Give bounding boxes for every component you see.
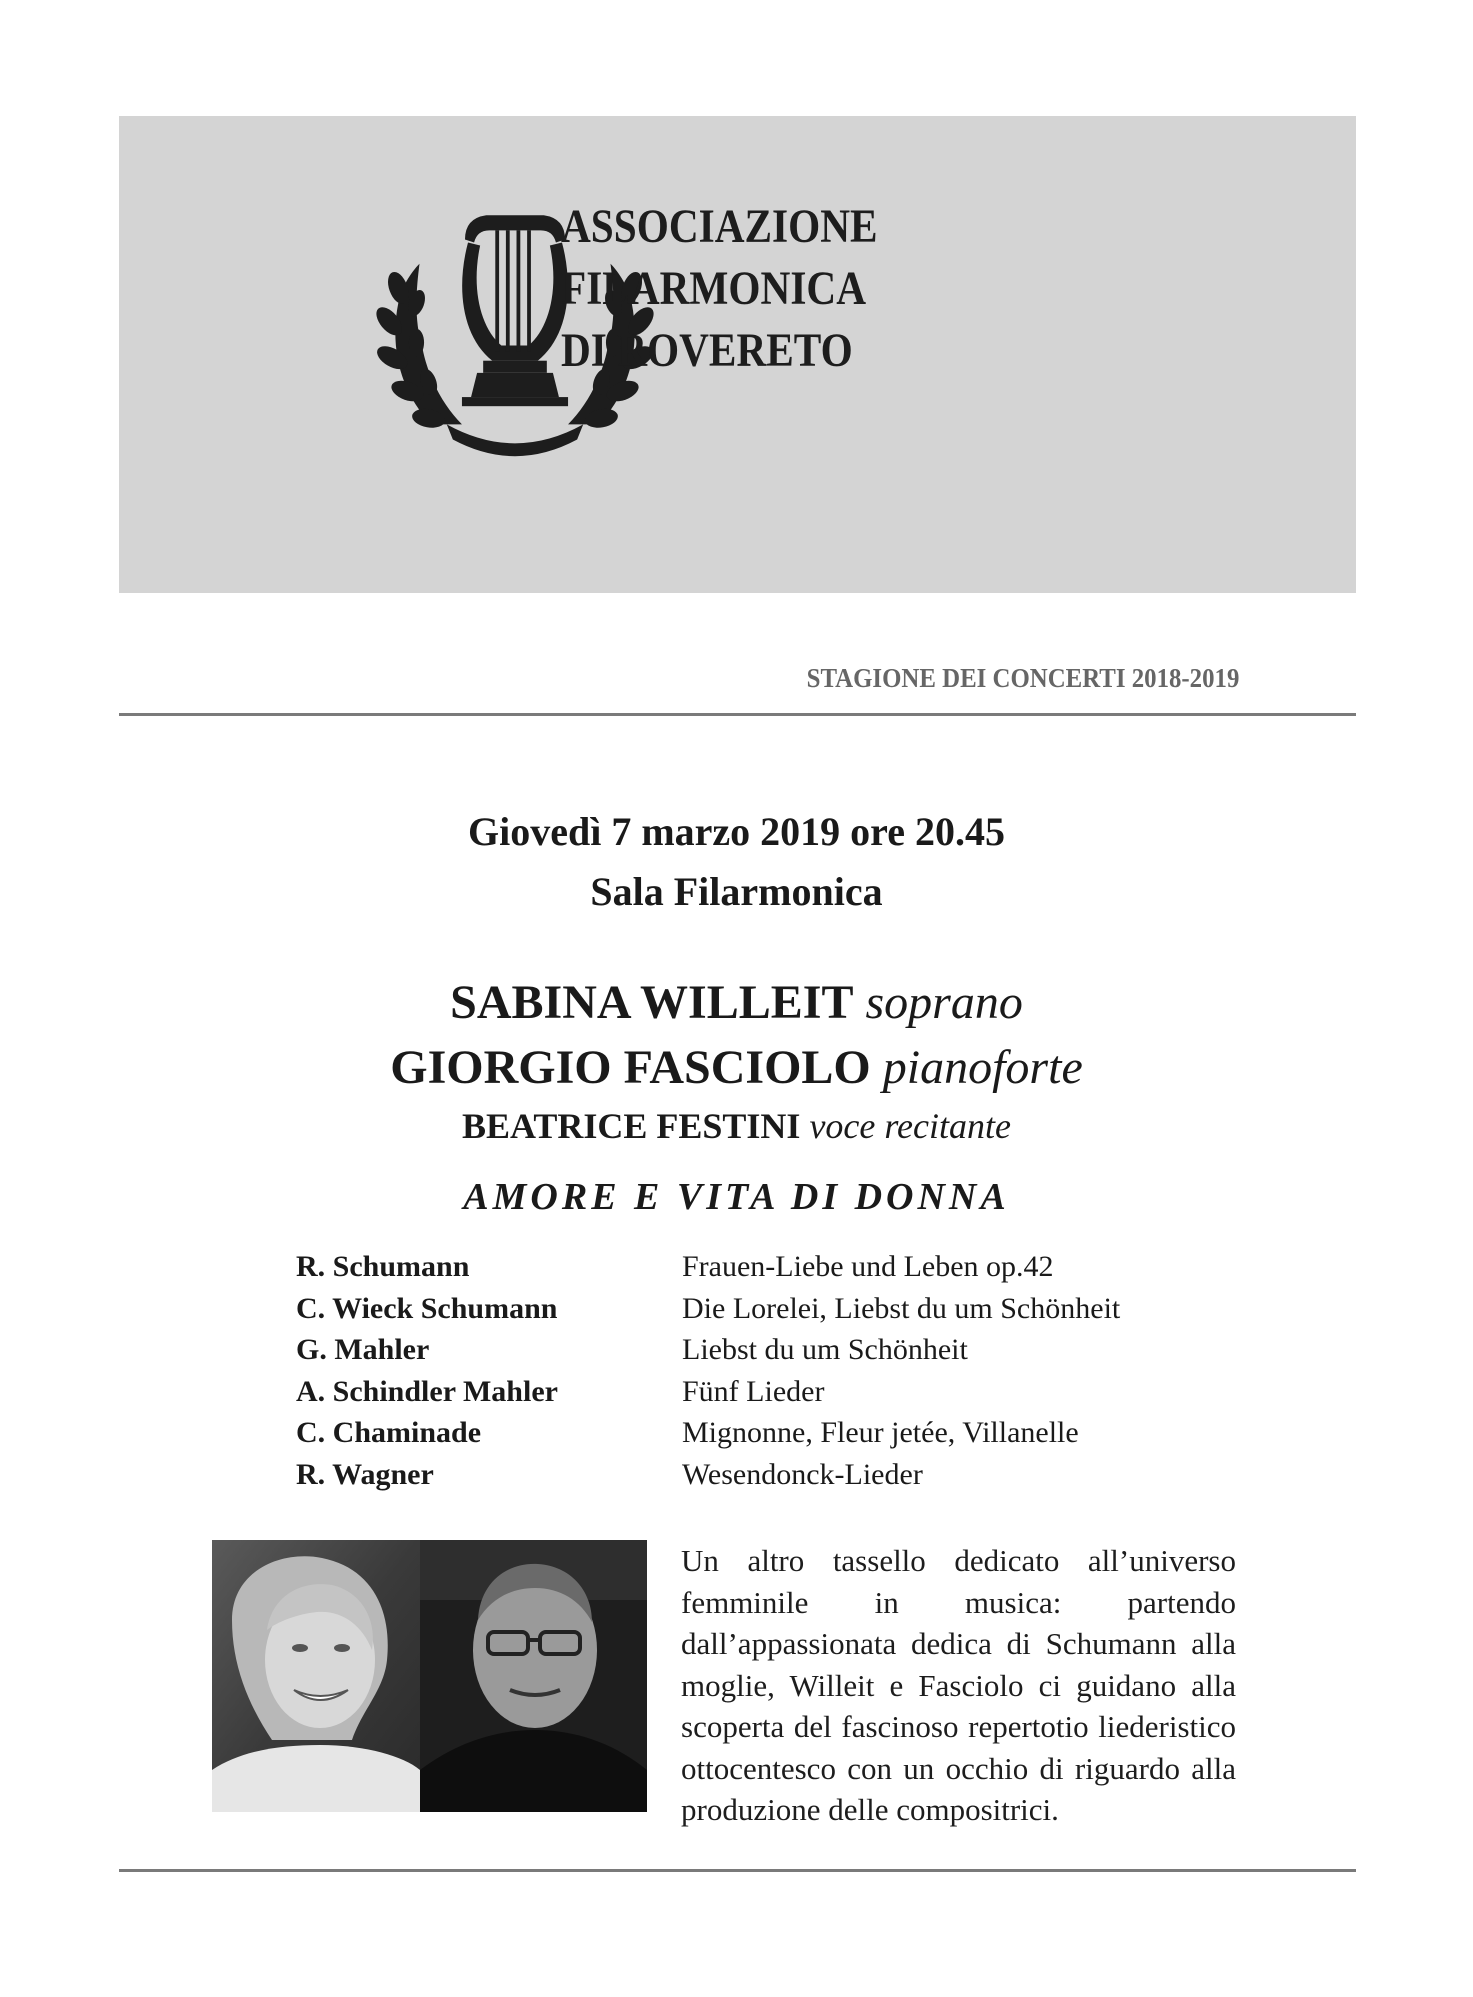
program-item — [296, 1333, 1196, 1375]
work-title: Liebst du um Schönheit — [682, 1333, 968, 1366]
divider-bottom — [119, 1869, 1356, 1872]
program-item — [296, 1375, 1196, 1417]
org-name-line: ASSOCIAZIONE — [561, 200, 878, 253]
event-date: Giovedì 7 marzo 2019 ore 20.45 — [468, 809, 1005, 854]
work-title: Frauen-Liebe und Leben op.42 — [682, 1250, 1054, 1283]
program-item — [296, 1250, 1196, 1292]
composer: A. Schindler Mahler — [296, 1374, 558, 1408]
event-venue: Sala Filarmonica — [590, 869, 883, 914]
program-item — [296, 1416, 1196, 1458]
divider-top — [119, 713, 1356, 716]
composer: R. Schumann — [296, 1250, 470, 1283]
performer-role: pianoforte — [882, 1041, 1083, 1094]
performer — [0, 975, 1473, 1030]
soprano-photo — [212, 1540, 420, 1812]
org-name-line: DI ROVERETO — [561, 324, 853, 377]
composer: C. Chaminade — [296, 1416, 482, 1449]
work-title: Mignonne, Fleur jetée, Villanelle — [682, 1416, 1079, 1449]
work-title: Fünf Lieder — [682, 1374, 825, 1408]
composer: R. Wagner — [296, 1457, 434, 1491]
performer — [0, 1040, 1473, 1095]
performer-role: voce recitante — [809, 1106, 1011, 1146]
org-name-line: FILARMONICA — [561, 262, 867, 315]
organization-name — [561, 196, 878, 382]
composer: C. Wieck Schumann — [296, 1291, 558, 1325]
performer-name: GIORGIO FASCIOLO — [390, 1041, 871, 1094]
performer — [0, 1105, 1473, 1147]
program-item — [296, 1458, 1196, 1500]
performer-name: BEATRICE FESTINI — [462, 1106, 801, 1146]
performer-role: soprano — [865, 976, 1023, 1029]
program-item — [296, 1292, 1196, 1334]
performer-name: SABINA WILLEIT — [450, 976, 854, 1029]
performer-photos — [212, 1540, 647, 1812]
program-title: AMORE E VITA DI DONNA — [463, 1176, 1010, 1218]
pianist-photo — [420, 1540, 647, 1812]
composer: G. Mahler — [296, 1333, 430, 1366]
event-description: Un altro tassello dedicato all’universo femminile in musica: partendo dall’appassionata dedica di Schumann alla moglie, Willeit e Fasciolo ci guidano alla scoperta del fascinoso repertotio liederistico ottocentesco con un occhio di riguardo alla produzione delle compositrici. — [681, 1543, 1236, 1827]
work-title: Wesendonck-Lieder — [682, 1457, 923, 1491]
program-list — [296, 1250, 1196, 1499]
work-title: Die Lorelei, Liebst du um Schönheit — [682, 1291, 1121, 1325]
season-title: STAGIONE DEI CONCERTI 2018-2019 — [806, 663, 1239, 693]
